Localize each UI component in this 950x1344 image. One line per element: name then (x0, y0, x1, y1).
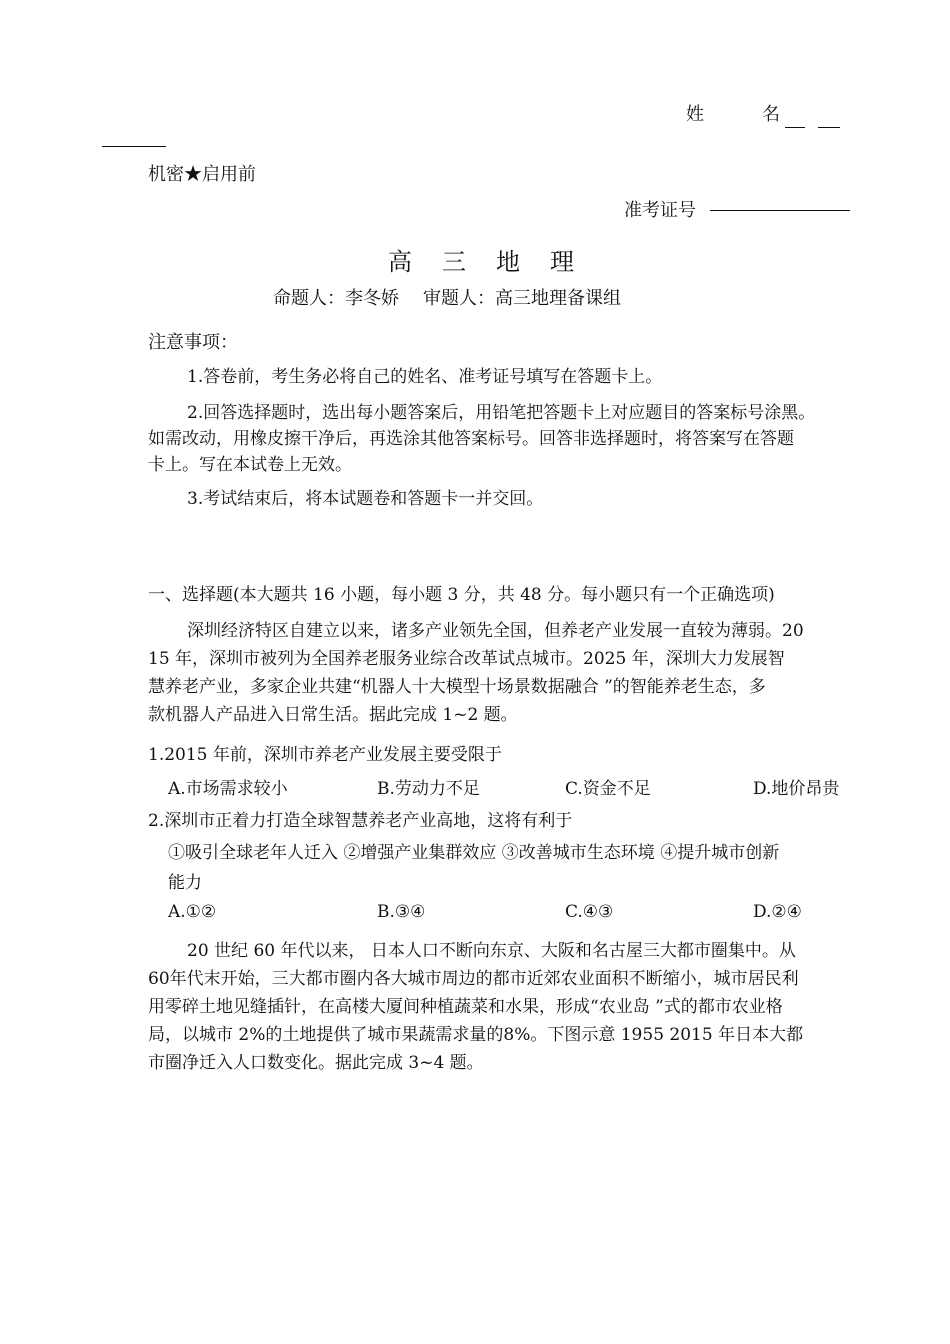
option-d: D.地价昂贵 (753, 779, 840, 799)
note-item: 卡上。写在本试卷上无效。 (148, 455, 352, 475)
passage-line: 款机器人产品进入日常生活。据此完成 1~2 题。 (148, 705, 518, 725)
title-char: 理 (550, 248, 574, 276)
passage-line: 局，以城市 2%的土地提供了城市果蔬需求量的8%。下图示意 1955 2015 年日本大都 (148, 1025, 804, 1045)
note-item: 如需改动，用橡皮擦干净后，再选涂其他答案标号。回答非选择题时，将答案写在答题 (148, 429, 794, 449)
option-c: C.资金不足 (565, 779, 651, 799)
name-label-1: 姓 (686, 104, 704, 125)
option-b: B.③④ (377, 902, 426, 922)
passage-line: 慧养老产业，多家企业共建“机器人十大模型十场景数据融合 ”的智能养老生态，多 (148, 677, 766, 697)
name-blank-line (818, 127, 840, 128)
question-statements: ①吸引全球老年人迁入 ②增强产业集群效应 ③改善城市生态环境 ④提升城市创新 (168, 843, 780, 863)
notes-heading: 注意事项： (148, 332, 238, 353)
title-char: 地 (496, 248, 520, 276)
setter: 命题人：李冬娇 (273, 288, 399, 309)
name-blank-line (785, 127, 805, 128)
reviewer: 审题人：高三地理备课组 (423, 288, 621, 309)
passage-line: 20 世纪 60 年代以来， 日本人口不断向东京、大阪和名古屋三大都市圈集中。从 (187, 941, 796, 961)
passage-line: 深圳经济特区自建立以来，诸多产业领先全国，但养老产业发展一直较为薄弱。20 (187, 621, 804, 641)
option-c: C.④③ (565, 902, 614, 922)
question-statements-cont: 能力 (168, 873, 202, 893)
title-char: 三 (442, 248, 466, 276)
title-char: 高 (388, 248, 412, 276)
exam-id-blank-line (710, 210, 850, 211)
passage-line: 15 年，深圳市被列为全国养老服务业综合改革试点城市。2025 年，深圳大力发展智 (148, 649, 785, 669)
exam-id-label: 准考证号 (624, 200, 696, 221)
question-stem: 2.深圳市正着力打造全球智慧养老产业高地，这将有利于 (148, 811, 573, 831)
passage-line: 用零碎土地见缝插针，在高楼大厦间种植蔬菜和水果，形成“农业岛 ”式的都市农业格 (148, 997, 783, 1017)
page-title (388, 242, 574, 277)
note-item: 3.考试结束后，将本试题卷和答题卡一并交回。 (187, 489, 544, 509)
passage-line: 60年代末开始，三大都市圈内各大城市周边的都市近郊农业面积不断缩小，城市居民利 (148, 969, 799, 989)
option-b: B.劳动力不足 (377, 779, 480, 799)
name-label-2: 名 (762, 104, 780, 125)
question-stem: 1.2015 年前，深圳市养老产业发展主要受限于 (148, 745, 502, 765)
section-heading: 一、选择题(本大题共 16 小题，每小题 3 分，共 48 分。每小题只有一个正确选项) (148, 585, 775, 605)
classification-label: 机密★启用前 (148, 164, 256, 185)
note-item: 1.答卷前，考生务必将自己的姓名、准考证号填写在答题卡上。 (187, 367, 663, 387)
name-blank-line (102, 146, 166, 147)
note-item: 2.回答选择题时，选出每小题答案后，用铅笔把答题卡上对应题目的答案标号涂黑。 (187, 403, 816, 423)
option-d: D.②④ (753, 902, 802, 922)
option-a: A.①② (168, 902, 217, 922)
author-line (273, 284, 621, 310)
passage-line: 市圈净迁入人口数变化。据此完成 3~4 题。 (148, 1053, 484, 1073)
option-a: A.市场需求较小 (168, 779, 288, 799)
